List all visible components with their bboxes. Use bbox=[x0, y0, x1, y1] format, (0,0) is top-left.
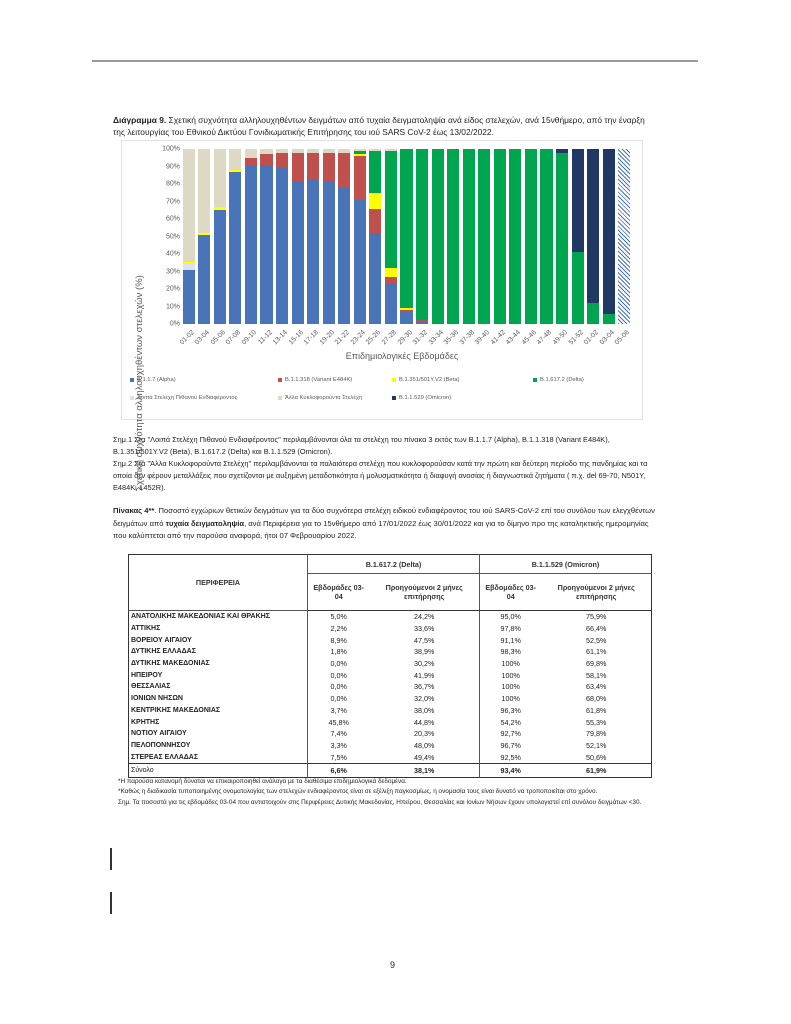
value-cell: 68,0% bbox=[586, 694, 607, 704]
value-cell: 3,3% bbox=[308, 740, 370, 752]
group-header-delta: B.1.617.2 (Delta) bbox=[308, 555, 480, 574]
bar-31-32 bbox=[416, 149, 428, 324]
bar-17-18 bbox=[307, 149, 319, 324]
value-cell: 41,9% bbox=[414, 670, 435, 680]
bar-19-20 bbox=[323, 149, 335, 324]
region-cell: ΠΕΛΟΠΟΝΝΗΣΟΥ bbox=[131, 741, 191, 749]
bar-21-22 bbox=[338, 149, 350, 324]
bar-segment bbox=[183, 263, 195, 270]
value-cell: 3,7% bbox=[308, 705, 370, 717]
bar-51-52 bbox=[572, 149, 584, 324]
value-cell: 38,9% bbox=[414, 647, 435, 657]
change-bar bbox=[110, 892, 112, 914]
x-tick-label: 35-36 bbox=[442, 329, 461, 347]
x-tick-label: 03-04 bbox=[598, 329, 616, 347]
x-tick-label: 05-06 bbox=[209, 329, 227, 347]
region-cell: ΝΟΤΙΟΥ ΑΙΓΑΙΟΥ bbox=[131, 730, 187, 738]
legend-item bbox=[392, 395, 451, 401]
x-tick-label: 27-28 bbox=[380, 329, 398, 347]
bar-segment bbox=[369, 233, 381, 324]
group-header-omicron: B.1.1.529 (Omicron) bbox=[479, 555, 651, 574]
bar-segment bbox=[338, 188, 350, 325]
bar-segment bbox=[572, 149, 584, 252]
legend-label: B.1.351/501Y.V2 (Beta) bbox=[399, 377, 460, 383]
bar-segment bbox=[385, 284, 397, 324]
col-header-omicron-prev: Προηγούμενοι 2 μήνες επιτήρησης bbox=[541, 574, 651, 611]
region-cell: ΚΕΝΤΡΙΚΗΣ ΜΑΚΕΔΟΝΙΑΣ bbox=[131, 706, 221, 714]
bar-25-26 bbox=[369, 149, 381, 324]
bar-29-30 bbox=[400, 149, 412, 324]
x-tick-label: 49-50 bbox=[551, 329, 569, 347]
bar-segment bbox=[260, 154, 272, 165]
bar-segment bbox=[229, 172, 241, 324]
table-row bbox=[129, 693, 652, 705]
x-tick-label: 15-16 bbox=[287, 329, 305, 347]
bar-07-08 bbox=[229, 149, 241, 324]
bar-segment bbox=[385, 277, 397, 284]
region-cell: ΔΥΤΙΚΗΣ ΜΑΚΕΔΟΝΙΑΣ bbox=[131, 660, 210, 668]
value-cell: 52,5% bbox=[586, 635, 607, 645]
bar-segment bbox=[432, 149, 444, 324]
legend-item bbox=[278, 377, 352, 383]
table-row bbox=[129, 728, 652, 740]
bar-segment bbox=[478, 149, 490, 324]
table-footnotes bbox=[118, 777, 658, 808]
bar-segment bbox=[369, 151, 381, 193]
x-tick-label: 51-52 bbox=[567, 329, 585, 347]
bar-05-06 bbox=[618, 149, 630, 324]
x-tick-label: 01-02 bbox=[582, 329, 601, 347]
bar-47-48 bbox=[540, 149, 552, 324]
bar-segment bbox=[307, 153, 319, 179]
bar-segment bbox=[587, 303, 599, 324]
x-tick-label: 19-20 bbox=[318, 329, 336, 347]
bar-segment bbox=[369, 209, 381, 234]
value-cell: 79,8% bbox=[586, 729, 607, 739]
figure-caption bbox=[113, 114, 653, 138]
note-1: Σημ.1 Στα "Λοιπά Στελέχη Πιθανού Ενδιαφέροντος" περιλαμβάνονται όλα τα στελέχη του πίνακα 3 εκτός των B.1.1.7 (Alpha), B.1.1.318 (Variant E484K), B.1.351/501Y.V2 (Beta), B.1.617.2 (Delta) και B.1.1.529 (Omicron). bbox=[113, 435, 610, 456]
y-tick-label: 40% bbox=[165, 250, 180, 258]
region-cell: ΑΤΤΙΚΗΣ bbox=[131, 625, 161, 633]
bar-45-46 bbox=[525, 149, 537, 324]
legend-label: B.1.1.529 (Omicron) bbox=[399, 395, 452, 401]
bar-segment bbox=[525, 149, 537, 324]
y-tick-label: 30% bbox=[165, 268, 180, 275]
legend-swatch-icon bbox=[130, 378, 134, 382]
legend-swatch-icon bbox=[392, 378, 396, 382]
bar-11-12 bbox=[260, 149, 272, 324]
value-cell: 7,5% bbox=[308, 751, 370, 763]
bar-segment bbox=[307, 179, 319, 324]
table-row bbox=[129, 623, 652, 635]
bar-segment bbox=[556, 153, 568, 325]
note-2: Σημ.2 Στα "Άλλα Κυκλοφορούντα Στελέχη" περιλαμβάνονται τα παλαιότερα στελέχη που κυκλοφορούσαν κατά την πρώτη και δεύτερη περίοδο της πανδημίας και τα οποία δεν φέρουν μεταλλάξεις που σχετίζονται με αυξημένη μεταδοτικότητα ή μολυσματικότητα ή διαφυγή ανοσίας ή διαγνωστικά ζητήματα ( π.χ. del 69-70, N501Y, E484K, L452R). bbox=[113, 459, 648, 492]
bar-09-10 bbox=[245, 149, 257, 324]
bar-segment bbox=[229, 149, 241, 170]
table-row bbox=[129, 646, 652, 658]
bar-segment bbox=[385, 268, 397, 277]
table-row bbox=[129, 751, 652, 763]
value-cell: 8,9% bbox=[308, 634, 370, 646]
y-tick-label: 60% bbox=[165, 215, 180, 223]
x-tick-label: 33-34 bbox=[427, 329, 445, 347]
value-cell: 100% bbox=[479, 693, 541, 705]
footnote-3: Σημ. Τα ποσοστά για τις εβδομάδες 03-04 που αντιστοιχούν στις Περιφέρειες Δυτικής Μακεδονίας, Ηπείρου, Θεσσαλίας και Ιονίων Νήσων έχουν υπολογιστεί επί συνόλου δειγμάτων <30. bbox=[118, 798, 642, 806]
bar-segment bbox=[245, 149, 257, 158]
legend-item bbox=[278, 395, 362, 401]
value-cell: 49,4% bbox=[414, 752, 435, 762]
value-cell: 0,0% bbox=[308, 693, 370, 705]
x-tick-label: 37-38 bbox=[458, 329, 476, 347]
legend-label: Λοιπά Στελέχη Πιθανού Ενδιαφέροντος bbox=[137, 395, 238, 401]
bar-segment bbox=[292, 153, 304, 181]
bar-segment bbox=[292, 181, 304, 325]
value-cell: 75,9% bbox=[586, 612, 607, 622]
table-caption: Πίνακας 4**. Ποσοστό εγχώριων θετικών δειγμάτων για τα δύο συχνότερα στελέχη ειδικού ενδιαφέροντος του ιού SARS-CoV-2 επί του συνόλου των ελεγχθέντων δειγμάτων από τυχαία δειγματοληψία, ανά Περιφέρεια για το 15νθήμερο από 17/01/2022 έως 30/01/2022 και για το δίμηνο προ της καταληκτικής ημερομηνίας που καλύπτεται από την παρούσα αναφορά, ήτοι 07 Φεβρουαρίου 2022. bbox=[113, 506, 655, 540]
x-tick-label: 47-48 bbox=[536, 329, 554, 347]
y-tick-label: 90% bbox=[165, 163, 180, 170]
table-row bbox=[129, 681, 652, 693]
table-body bbox=[129, 611, 652, 778]
page-number: 9 bbox=[390, 960, 396, 970]
bar-segment bbox=[603, 149, 615, 314]
value-cell: 38,0% bbox=[414, 705, 435, 715]
value-cell: 96,3% bbox=[479, 705, 541, 717]
y-tick-label: 0% bbox=[169, 320, 180, 328]
value-cell: 45,8% bbox=[308, 716, 370, 728]
value-cell: 100% bbox=[479, 669, 541, 681]
value-cell: 5,0% bbox=[308, 611, 370, 623]
x-tick-label: 39-40 bbox=[473, 329, 492, 347]
value-cell: 55,3% bbox=[586, 717, 607, 727]
table-caption-label: Πίνακας 4** bbox=[113, 506, 155, 515]
bar-segment bbox=[183, 149, 195, 262]
bar-segment bbox=[540, 149, 552, 324]
region-cell: ΗΠΕΙΡΟΥ bbox=[131, 671, 163, 679]
bar-27-28 bbox=[385, 149, 397, 324]
table-row bbox=[129, 669, 652, 681]
y-tick-label: 80% bbox=[165, 180, 180, 188]
bar-segment bbox=[323, 153, 335, 181]
legend-item bbox=[533, 377, 584, 383]
col-header-delta-weeks: Εβδομάδες 03-04 bbox=[308, 574, 370, 611]
figure-caption-label: Διάγραμμα 9. bbox=[113, 115, 167, 125]
bar-33-34 bbox=[432, 149, 444, 324]
bar-37-38 bbox=[463, 149, 475, 324]
legend-swatch-icon bbox=[278, 378, 282, 382]
bar-segment bbox=[587, 149, 599, 303]
bar-segment bbox=[603, 314, 615, 325]
legend-label: B.1.617.2 (Delta) bbox=[540, 377, 584, 383]
x-tick-label: 45-46 bbox=[520, 329, 538, 347]
footnote-1: *Η παρούσα κατανομή δύναται να επικαιροποιηθεί ανάλογα με τα διαθέσιμα επιδημιολογικά δεδομένα. bbox=[118, 778, 407, 785]
value-cell: 0,0% bbox=[308, 681, 370, 693]
bar-segment bbox=[323, 181, 335, 325]
bar-segment bbox=[509, 149, 521, 324]
bar-segment bbox=[354, 200, 366, 324]
value-cell: 96,7% bbox=[479, 740, 541, 752]
x-tick-label: 43-44 bbox=[505, 329, 523, 347]
x-tick-label: 29-30 bbox=[396, 329, 414, 347]
region-variant-table bbox=[128, 554, 652, 778]
bar-segment bbox=[245, 165, 257, 324]
table-row bbox=[129, 634, 652, 646]
bar-segment bbox=[214, 210, 226, 324]
bar-segment bbox=[245, 158, 257, 165]
bar-43-44 bbox=[509, 149, 521, 324]
figure-caption-text: Σχετική συχνότητα αλληλουχηθέντων δειγμάτων από τυχαία δειγματοληψία ανά είδος στελεχών, ανά 15νθήμερο, από την έναρξη της λειτουργίας του Εθνικού Δικτύου Γονιδιωματικής Επιτήρησης του ιού SARS CoV-2 έως 13/02/2022. bbox=[113, 115, 645, 137]
bar-segment bbox=[400, 149, 412, 308]
bar-segment bbox=[354, 156, 366, 200]
col-header-delta-prev: Προηγούμενοι 2 μήνες επιτήρησης bbox=[369, 574, 479, 611]
legend-swatch-icon bbox=[130, 396, 134, 400]
bar-segment bbox=[416, 321, 428, 325]
value-cell: 100% bbox=[479, 658, 541, 670]
value-cell: 38,1% bbox=[369, 763, 479, 777]
bar-segment bbox=[198, 149, 210, 233]
bar-segment bbox=[400, 312, 412, 324]
legend-label: B.1.1.7 (Alpha) bbox=[137, 377, 176, 383]
change-bar bbox=[110, 848, 112, 870]
x-axis-label: Επιδημιολογικές Εβδομάδες bbox=[345, 351, 459, 361]
y-axis-ticks bbox=[150, 141, 180, 341]
x-tick-label: 23-24 bbox=[349, 329, 367, 347]
value-cell: 66,4% bbox=[586, 624, 607, 634]
value-cell: 6,6% bbox=[308, 763, 370, 777]
region-cell: ΒΟΡΕΙΟΥ ΑΙΓΑΙΟΥ bbox=[131, 636, 192, 644]
region-cell: ΔΥΤΙΚΗΣ ΕΛΛΑΔΑΣ bbox=[131, 648, 196, 656]
value-cell: 92,5% bbox=[479, 751, 541, 763]
value-cell: 97,8% bbox=[479, 623, 541, 635]
table-row bbox=[129, 658, 652, 670]
x-tick-label: 07-08 bbox=[225, 329, 243, 347]
value-cell: 33,6% bbox=[414, 624, 435, 634]
value-cell: 58,1% bbox=[586, 670, 607, 680]
region-cell: ΘΕΣΣΑΛΙΑΣ bbox=[131, 683, 171, 691]
value-cell: 47,5% bbox=[414, 635, 435, 645]
value-cell: 91,1% bbox=[479, 634, 541, 646]
col-header-omicron-weeks: Εβδομάδες 03-04 bbox=[479, 574, 541, 611]
value-cell: 44,8% bbox=[414, 717, 435, 727]
bar-segment bbox=[416, 149, 428, 320]
bar-segment bbox=[447, 149, 459, 324]
value-cell: 95,0% bbox=[479, 611, 541, 623]
header-rule bbox=[92, 60, 698, 62]
bar-05-06 bbox=[214, 149, 226, 324]
legend-swatch-icon bbox=[533, 378, 537, 382]
bar-01-02 bbox=[183, 149, 195, 324]
region-cell: ΙΟΝΙΩΝ ΝΗΣΩΝ bbox=[131, 695, 183, 703]
legend-item bbox=[130, 395, 237, 401]
x-tick-label: 17-18 bbox=[302, 329, 321, 347]
bar-41-42 bbox=[494, 149, 506, 324]
value-cell: 7,4% bbox=[308, 728, 370, 740]
region-cell: Σύνολο bbox=[129, 763, 308, 777]
y-tick-label: 50% bbox=[165, 233, 180, 240]
bar-35-36 bbox=[447, 149, 459, 324]
table-row bbox=[129, 705, 652, 717]
region-cell: ΑΝΑΤΟΛΙΚΗΣ ΜΑΚΕΔΟΝΙΑΣ ΚΑΙ ΘΡΑΚΗΣ bbox=[131, 613, 270, 621]
value-cell: 2,2% bbox=[308, 623, 370, 635]
value-cell: 63,4% bbox=[586, 682, 607, 692]
x-tick-label: 11-12 bbox=[256, 329, 274, 346]
table-row bbox=[129, 611, 652, 623]
value-cell: 100% bbox=[479, 681, 541, 693]
y-axis-label: Σχετική συχνότητα αλληλουχηθέντων στελεχών (%) bbox=[134, 275, 145, 491]
legend-item bbox=[392, 377, 459, 383]
y-tick-label: 10% bbox=[165, 303, 180, 310]
legend-item bbox=[130, 377, 176, 383]
bar-segment bbox=[369, 193, 381, 209]
bar-segment bbox=[198, 235, 210, 324]
bar-49-50 bbox=[556, 149, 568, 324]
x-tick-label: 01-02 bbox=[178, 329, 196, 347]
legend-swatch-icon bbox=[392, 396, 396, 400]
value-cell: 69,8% bbox=[586, 659, 607, 669]
region-cell: ΣΤΕΡΕΑΣ ΕΛΛΑΔΑΣ bbox=[131, 753, 199, 761]
bar-01-02 bbox=[587, 149, 599, 324]
value-cell: 48,0% bbox=[414, 740, 435, 750]
value-cell: 32,0% bbox=[414, 694, 435, 704]
bar-segment bbox=[494, 149, 506, 324]
value-cell: 20,3% bbox=[414, 729, 435, 739]
bar-segment bbox=[276, 153, 288, 169]
chart-notes bbox=[113, 434, 658, 494]
bar-segment bbox=[214, 149, 226, 207]
value-cell: 24,2% bbox=[414, 612, 435, 622]
x-tick-label: 21-22 bbox=[333, 329, 352, 347]
value-cell: 61,1% bbox=[586, 647, 607, 657]
value-cell: 50,6% bbox=[586, 752, 607, 762]
value-cell: 54,2% bbox=[479, 716, 541, 728]
plot-area bbox=[181, 149, 632, 324]
region-cell: ΚΡΗΤΗΣ bbox=[131, 718, 160, 726]
bar-segment bbox=[385, 151, 397, 268]
legend-label: B.1.1.318 (Variant E484K) bbox=[285, 377, 353, 383]
y-tick-label: 100% bbox=[162, 145, 180, 153]
bar-39-40 bbox=[478, 149, 490, 324]
table-row bbox=[129, 716, 652, 728]
bar-segment bbox=[276, 168, 288, 324]
bar-segment bbox=[572, 252, 584, 324]
value-cell: 93,4% bbox=[479, 763, 541, 777]
bar-03-04 bbox=[603, 149, 615, 324]
bar-03-04 bbox=[198, 149, 210, 324]
bar-23-24 bbox=[354, 149, 366, 324]
y-tick-label: 20% bbox=[165, 285, 180, 293]
x-tick-label: 31-32 bbox=[411, 329, 429, 347]
value-cell: 52,1% bbox=[586, 740, 607, 750]
bar-13-14 bbox=[276, 149, 288, 324]
value-cell: 98,3% bbox=[479, 646, 541, 658]
bar-segment bbox=[338, 153, 350, 188]
bar-segment bbox=[463, 149, 475, 324]
value-cell: 1,8% bbox=[308, 646, 370, 658]
value-cell: 30,2% bbox=[414, 659, 435, 669]
value-cell: 61,8% bbox=[586, 705, 607, 715]
footnote-2: *Καθώς η διαδικασία τυποποιημένης ονοματολογίας των στελεχών ενδιαφέροντος είναι σε εξέλιξη παγκοσμίως, η ονομασία τους είναι δυνατό να τροποποιείται στο χρόνο. bbox=[118, 788, 598, 796]
bar-segment-hatched bbox=[618, 149, 630, 324]
y-tick-label: 70% bbox=[165, 198, 180, 205]
x-tick-label: 05-06 bbox=[613, 329, 632, 347]
table-row bbox=[129, 740, 652, 752]
x-tick-label: 13-14 bbox=[271, 329, 290, 347]
x-tick-label: 03-04 bbox=[194, 329, 212, 347]
x-tick-label: 41-42 bbox=[489, 329, 507, 347]
value-cell: 36,7% bbox=[414, 682, 435, 692]
value-cell: 92,7% bbox=[479, 728, 541, 740]
col-header-region: ΠΕΡΙΦΕΡΕΙΑ bbox=[129, 555, 308, 611]
x-tick-label: 09-10 bbox=[240, 329, 258, 347]
value-cell: 0,0% bbox=[308, 669, 370, 681]
bar-15-16 bbox=[292, 149, 304, 324]
legend-swatch-icon bbox=[278, 396, 282, 400]
bar-segment bbox=[260, 165, 272, 324]
table-total-row bbox=[129, 763, 652, 777]
x-tick-label: 25-26 bbox=[365, 329, 383, 347]
value-cell: 61,9% bbox=[541, 763, 651, 777]
value-cell: 0,0% bbox=[308, 658, 370, 670]
legend-label: Άλλα Κυκλοφορούντα Στελέχη bbox=[285, 395, 363, 401]
bar-segment bbox=[183, 270, 195, 324]
